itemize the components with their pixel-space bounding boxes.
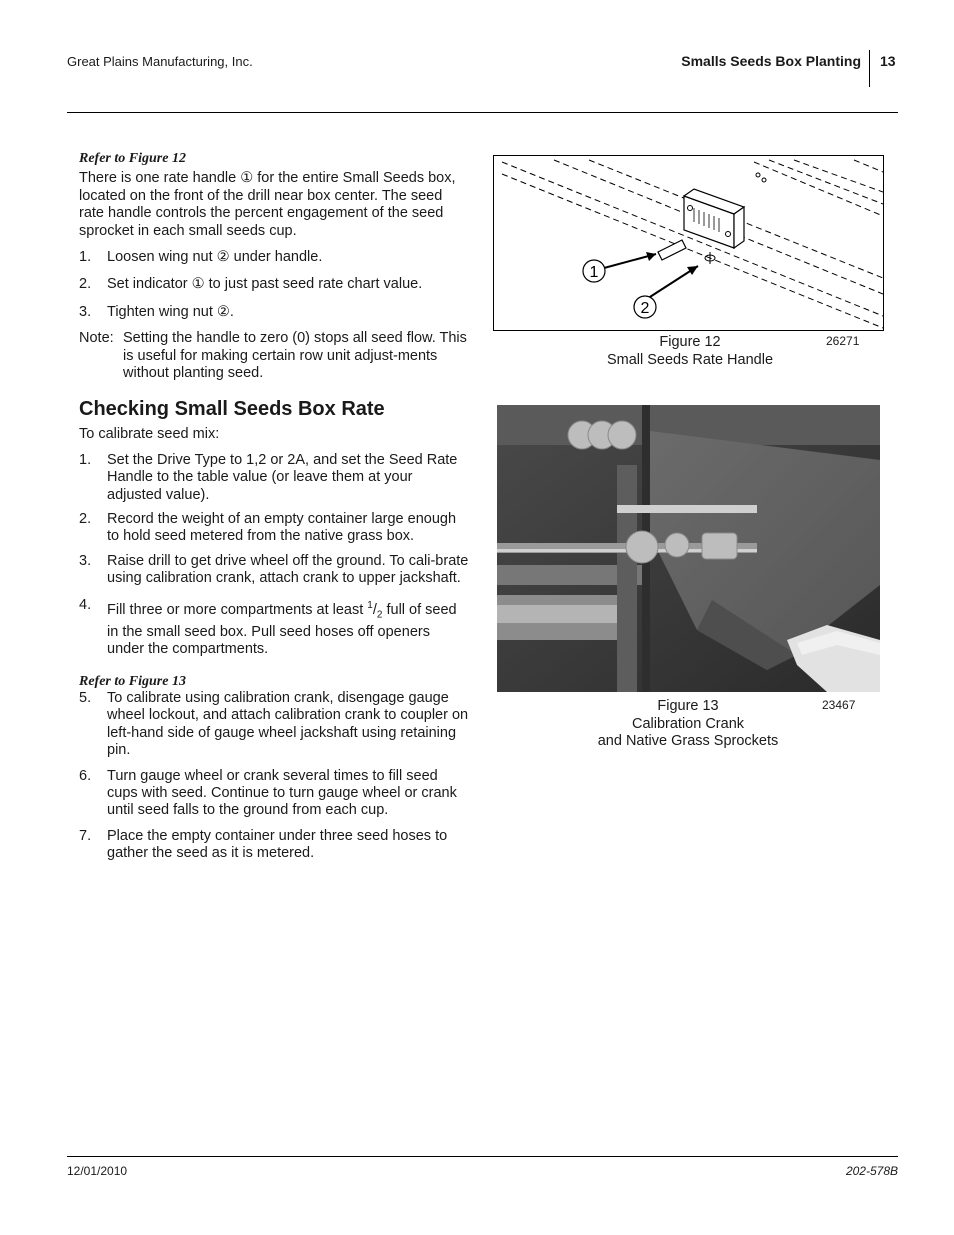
step-number: 4. (79, 596, 92, 613)
calibration-steps-b (79, 690, 469, 863)
step-number: 1. (79, 451, 92, 468)
step-number: 2. (79, 276, 92, 293)
refer-figure-13: Refer to Figure 13 (79, 673, 186, 689)
note-label: Note: (79, 330, 114, 347)
intro-paragraph: There is one rate handle ① for the entire Small Seeds box, located on the front of the drill near box center. The seed rate handle controls the percent engagement of the seed sprocket in each small seeds cup. (79, 170, 456, 239)
calibration-section (79, 398, 469, 863)
step-text: Tighten wing nut ②. (107, 303, 234, 320)
callout-1: 1 (589, 264, 599, 281)
figure-12-title: Small Seeds Rate Handle (606, 351, 774, 368)
step-text-pre: Fill three or more compartments at least (107, 601, 368, 618)
list-item (79, 553, 469, 588)
step-number: 6. (79, 767, 92, 784)
list-item (79, 690, 469, 760)
fraction-denominator: 2 (376, 609, 383, 621)
step-text-post: full of seed in the small seed box. Pull seed hoses off openers under the compartments. (107, 601, 457, 658)
figure-13-title-line2: and Native Grass Sprockets (597, 733, 779, 749)
fraction-slash: / (372, 601, 377, 618)
fraction-numerator: 1 (367, 599, 373, 611)
figure-12-caption (560, 334, 820, 369)
step-number: 3. (79, 303, 92, 320)
list-item (79, 304, 469, 321)
rate-handle-illustration (494, 156, 883, 330)
figure-13-caption (560, 698, 816, 751)
footer-rule (67, 1156, 898, 1157)
step-text: Turn gauge wheel or crank several times to fill seed cups with seed. Continue to turn gauge wheel or crank until seed falls to the ground from each cup. (107, 767, 457, 819)
section-lead: To calibrate seed mix: (79, 426, 220, 443)
header-section-title: Smalls Seeds Box Planting (681, 53, 861, 69)
intro-block (79, 150, 469, 382)
calibration-crank-photo (497, 405, 880, 692)
list-item (79, 276, 469, 293)
step-text: To calibrate using calibration crank, disengage gauge wheel lockout, and attach calibration crank to coupler on left-hand side of gauge wheel jackshaft using retaining pin. (107, 690, 469, 759)
note-text: Setting the handle to zero (0) stops all seed flow. This is useful for making certain row unit adjust-ments without planting seed. (123, 330, 467, 382)
figure-13-label: Figure 13 (657, 698, 719, 714)
list-item (79, 511, 469, 546)
step-text: Set the Drive Type to 1,2 or 2A, and set the Seed Rate Handle to the table value (or leave them at your adjusted value). (107, 451, 458, 503)
step-text: Place the empty container under three seed hoses to gather the seed as it is metered. (107, 827, 448, 862)
step-text: Record the weight of an empty container large enough to hold seed metered from the native grass box. (107, 511, 457, 545)
figure-13-number: 23467 (822, 698, 856, 712)
refer-figure-12: Refer to Figure 12 (79, 151, 186, 166)
list-item (79, 452, 469, 504)
step-number: 2. (79, 511, 92, 528)
figure-13-photo (497, 405, 880, 692)
figure-13-title-line1: Calibration Crank (631, 715, 745, 732)
note (79, 330, 469, 382)
list-item (79, 828, 469, 863)
figure-12-drawing (493, 155, 884, 331)
step-number: 5. (79, 690, 92, 706)
header-divider (869, 50, 870, 87)
page-number: 13 (880, 53, 896, 69)
callout-2: 2 (640, 300, 650, 317)
step-number: 1. (79, 249, 92, 266)
figure-12-label: Figure 12 (659, 334, 721, 350)
step-text: Loosen wing nut ② under handle. (107, 249, 323, 266)
section-heading: Checking Small Seeds Box Rate (79, 398, 385, 420)
step-text: Raise drill to get drive wheel off the ground. To cali-brate using calibration crank, attach crank to upper jackshaft. (107, 552, 469, 587)
header-rule (67, 112, 898, 113)
figure-12-number: 26271 (826, 334, 860, 348)
footer-doc-id: 202-578B (845, 1164, 898, 1178)
list-item (79, 597, 469, 659)
footer-date: 12/01/2010 (67, 1164, 128, 1178)
list-item (79, 768, 469, 820)
step-text: Set indicator ① to just past seed rate chart value. (107, 276, 423, 293)
list-item (79, 249, 469, 266)
intro-steps (79, 249, 469, 321)
calibration-steps-a (79, 452, 469, 659)
step-number: 3. (79, 552, 92, 569)
step-number: 7. (79, 827, 92, 844)
header-company: Great Plains Manufacturing, Inc. (67, 54, 253, 69)
